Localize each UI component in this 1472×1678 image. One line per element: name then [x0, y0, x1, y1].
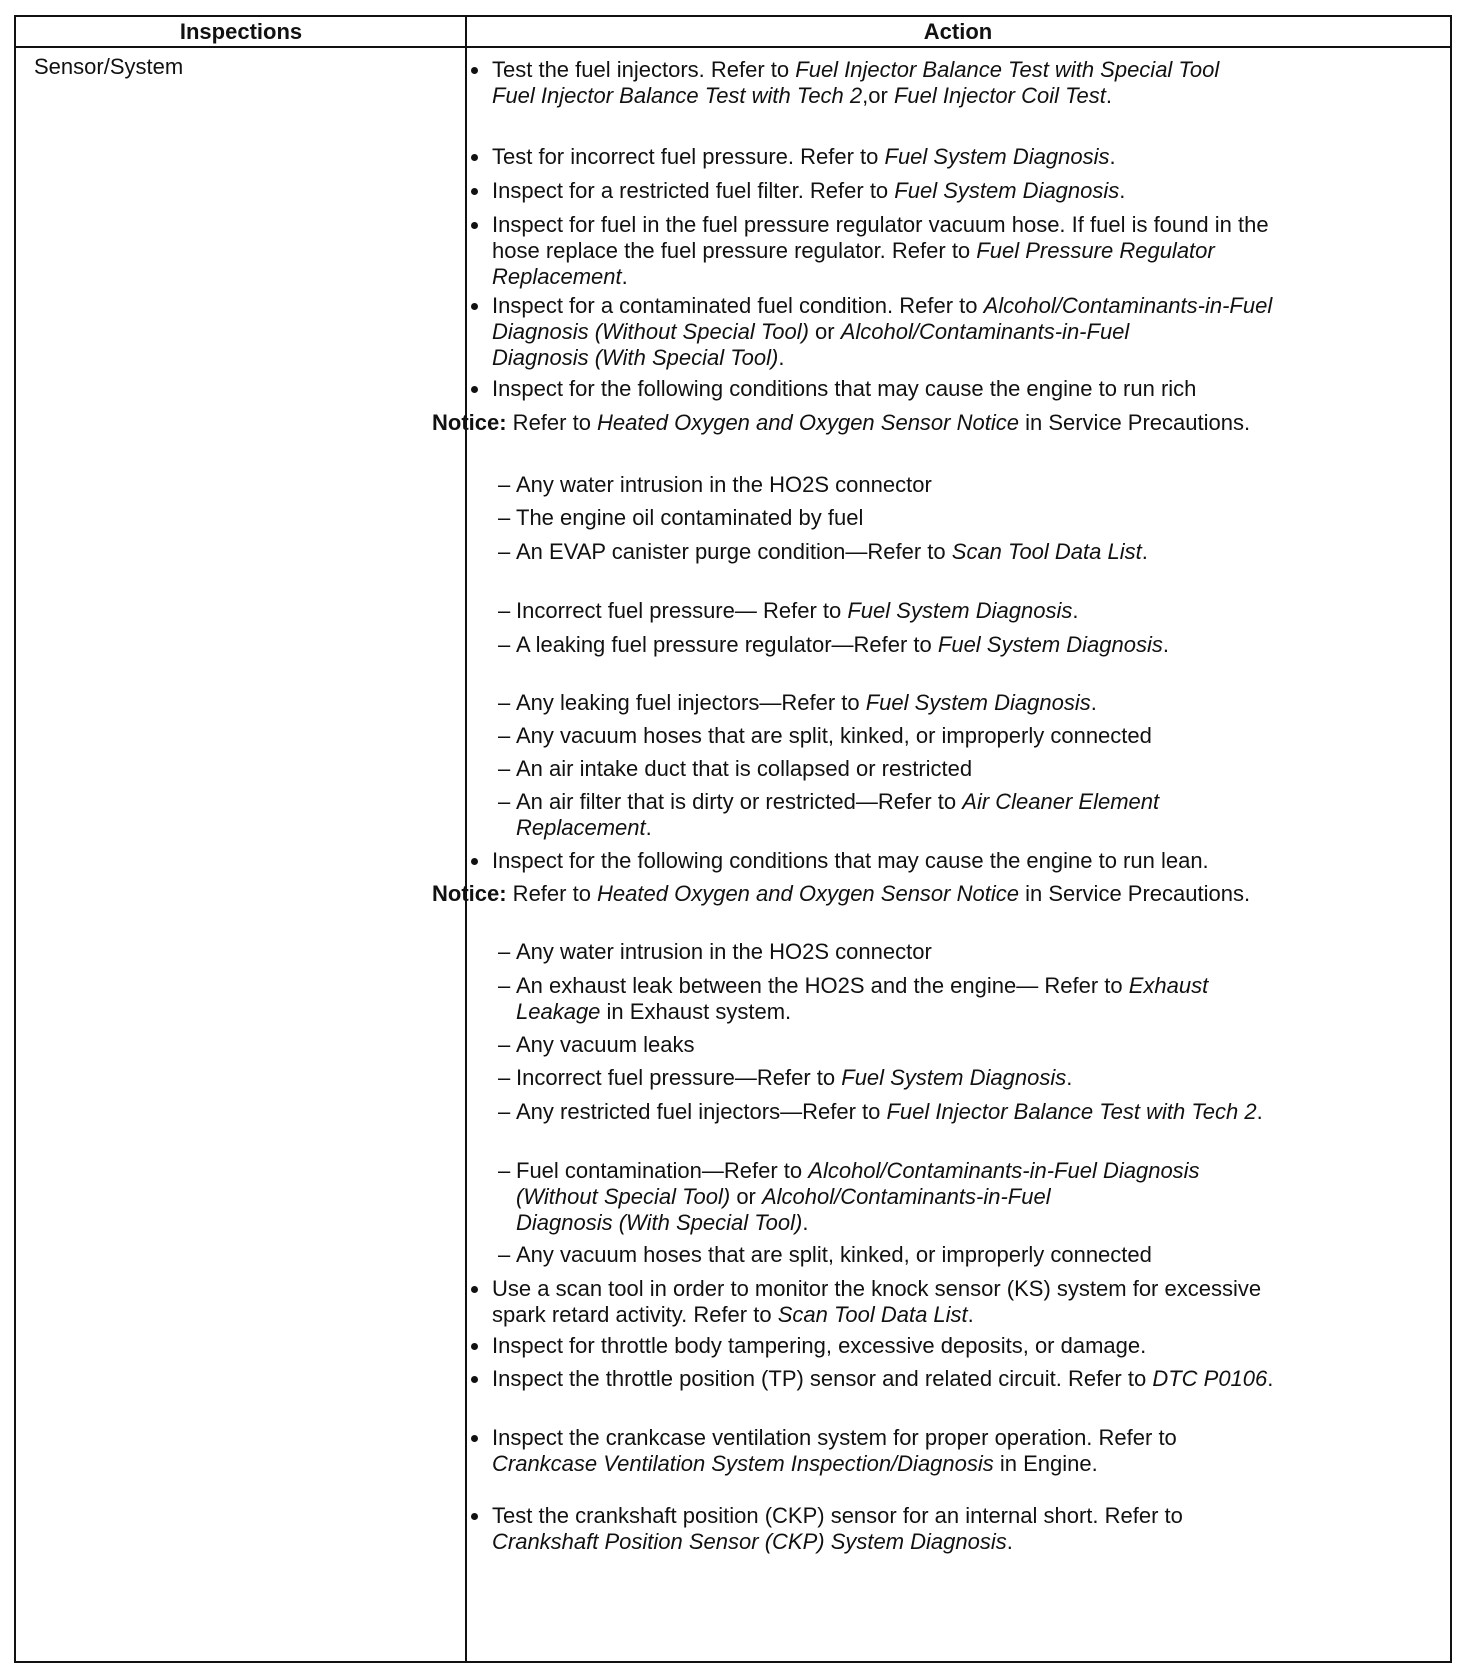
plain-text: Test the fuel injectors. Refer to	[492, 57, 796, 82]
reference-text: Fuel System Diagnosis	[884, 144, 1110, 169]
bullet-icon	[471, 1343, 478, 1350]
sub-item-line	[516, 1032, 695, 1058]
reference-text: Fuel Injector Coil Test	[893, 83, 1106, 108]
sub-item-line	[516, 1099, 1263, 1125]
dash-marker: –	[498, 756, 511, 781]
reference-text: Fuel Pressure Regulator	[976, 238, 1215, 263]
plain-text: Any vacuum hoses that are split, kinked, or improperly connected	[516, 723, 1152, 748]
reference-text: Fuel System Diagnosis	[847, 598, 1073, 623]
dash-marker: –	[498, 598, 511, 623]
sub-item-line	[516, 815, 652, 841]
notice-line	[432, 881, 1250, 907]
dash-marker: –	[498, 1032, 511, 1057]
action-item-line	[492, 345, 784, 371]
reference-text: Heated Oxygen and Oxygen Sensor Notice	[597, 881, 1019, 906]
plain-text: .	[1141, 539, 1148, 564]
reference-text: Alcohol/Contaminants-in-Fuel	[840, 319, 1130, 344]
action-item-line	[492, 1503, 1183, 1529]
dash-marker: –	[498, 539, 511, 564]
plain-text: .	[778, 345, 785, 370]
plain-text: Inspect for the following conditions that may cause the engine to run rich	[492, 376, 1197, 401]
plain-text: .	[1006, 1529, 1013, 1554]
bullet-icon	[471, 1376, 478, 1383]
plain-text: .	[1162, 632, 1169, 657]
reference-text: Fuel Injector Balance Test with Tech 2	[492, 83, 863, 108]
action-item-line	[492, 293, 1272, 319]
sub-item-line	[516, 690, 1097, 716]
bullet-icon	[471, 1513, 478, 1520]
reference-text: Diagnosis (Without Special Tool)	[492, 319, 809, 344]
plain-text: Incorrect fuel pressure—Refer to	[516, 1065, 842, 1090]
plain-text: .	[1119, 178, 1126, 203]
plain-text: in Exhaust system.	[600, 999, 792, 1024]
plain-text: Inspect for a restricted fuel filter. Refer to	[492, 178, 895, 203]
reference-text: Diagnosis (With Special Tool)	[492, 345, 779, 370]
bullet-icon	[471, 386, 478, 393]
dash-marker: –	[498, 1242, 511, 1267]
sub-item-line	[516, 505, 863, 531]
action-item-line	[492, 1276, 1261, 1302]
plain-text: Use a scan tool in order to monitor the knock sensor (KS) system for excessive	[492, 1276, 1262, 1301]
reference-text: (Without Special Tool)	[516, 1184, 731, 1209]
reference-text: Replacement	[492, 264, 622, 289]
dash-marker: –	[498, 472, 511, 497]
plain-text: ,or	[862, 83, 894, 108]
plain-text: An exhaust leak between the HO2S and the engine— Refer to	[516, 973, 1129, 998]
plain-text: .	[967, 1302, 974, 1327]
plain-text: spark retard activity. Refer to	[492, 1302, 778, 1327]
plain-text: An EVAP canister purge condition—Refer to	[516, 539, 952, 564]
reference-text: Fuel System Diagnosis	[865, 690, 1091, 715]
plain-text: Test for incorrect fuel pressure. Refer to	[492, 144, 885, 169]
action-item-line	[492, 319, 1129, 345]
dash-marker: –	[498, 1099, 511, 1124]
reference-text: Fuel Injector Balance Test with Tech 2	[886, 1099, 1257, 1124]
plain-text: .	[621, 264, 628, 289]
plain-text: or	[730, 1184, 762, 1209]
plain-text: Any water intrusion in the HO2S connector	[516, 472, 932, 497]
plain-text: .	[1066, 1065, 1073, 1090]
sub-item-line	[516, 723, 1152, 749]
plain-text: Any water intrusion in the HO2S connector	[516, 939, 932, 964]
action-item-line	[492, 848, 1209, 874]
inspection-cell: Sensor/System	[34, 54, 184, 79]
sub-item-line	[516, 472, 932, 498]
reference-text: Alcohol/Contaminants-in-Fuel	[762, 1184, 1051, 1209]
plain-text: Inspect the throttle position (TP) sensor and related circuit. Refer to	[492, 1366, 1153, 1391]
action-item-line	[492, 212, 1269, 238]
plain-text: hose replace the fuel pressure regulator. Refer to	[492, 238, 977, 263]
plain-text: Any restricted fuel injectors—Refer to	[516, 1099, 887, 1124]
action-header: Action	[466, 17, 1450, 48]
dash-marker: –	[498, 973, 511, 998]
notice-line	[432, 410, 1250, 436]
sub-item-line	[516, 539, 1148, 565]
bullet-icon	[471, 154, 478, 161]
plain-text: The engine oil contaminated by fuel	[516, 505, 864, 530]
plain-text: Fuel contamination—Refer to	[516, 1158, 809, 1183]
plain-text: An air intake duct that is collapsed or restricted	[516, 756, 973, 781]
action-item-line	[492, 1425, 1177, 1451]
sub-item-line	[516, 999, 791, 1025]
sub-item-line	[516, 789, 1159, 815]
reference-text: Notice:	[432, 881, 507, 906]
plain-text: An air filter that is dirty or restricted—Refer to	[516, 789, 963, 814]
sub-item-line	[516, 973, 1208, 999]
bullet-icon	[471, 303, 478, 310]
document-table	[14, 15, 1452, 1663]
plain-text: Any vacuum leaks	[516, 1032, 695, 1057]
bullet-icon	[471, 1286, 478, 1293]
action-item-line	[492, 83, 1112, 109]
plain-text: .	[1109, 144, 1116, 169]
dash-marker: –	[498, 505, 511, 530]
plain-text: .	[645, 815, 652, 840]
plain-text: .	[1072, 598, 1079, 623]
plain-text: Inspect for fuel in the fuel pressure regulator vacuum hose. If fuel is found in the	[492, 212, 1269, 237]
action-item-line	[492, 1451, 1098, 1477]
plain-text: Inspect for a contaminated fuel condition. Refer to	[492, 293, 984, 318]
reference-text: Fuel Injector Balance Test with Special Tool	[795, 57, 1220, 82]
reference-text: Alcohol/Contaminants-in-Fuel	[983, 293, 1273, 318]
bullet-icon	[471, 222, 478, 229]
reference-text: Scan Tool Data List	[777, 1302, 968, 1327]
dash-marker: –	[498, 1158, 511, 1183]
plain-text: .	[1105, 83, 1113, 108]
reference-text: Fuel System Diagnosis	[937, 632, 1163, 657]
reference-text: Leakage	[516, 999, 601, 1024]
plain-text: in Engine.	[993, 1451, 1098, 1476]
plain-text: Refer to	[506, 410, 598, 435]
reference-text: Crankcase Ventilation System Inspection/Diagnosis	[492, 1451, 994, 1476]
sub-item-line	[516, 1184, 1051, 1210]
plain-text: .	[1090, 690, 1097, 715]
plain-text: Any leaking fuel injectors—Refer to	[516, 690, 866, 715]
plain-text: .	[1267, 1366, 1274, 1391]
plain-text: A leaking fuel pressure regulator—Refer to	[516, 632, 938, 657]
sub-item-line	[516, 1158, 1200, 1184]
reference-text: Alcohol/Contaminants-in-Fuel Diagnosis	[808, 1158, 1200, 1183]
plain-text: .	[802, 1210, 809, 1235]
plain-text: Test the crankshaft position (CKP) sensor for an internal short. Refer to	[492, 1503, 1183, 1528]
plain-text: .	[1256, 1099, 1263, 1124]
plain-text: in Service Precautions.	[1018, 881, 1251, 906]
action-item-line	[492, 178, 1125, 204]
action-item-line	[492, 1302, 974, 1328]
action-item-line	[492, 1333, 1146, 1359]
sub-item-line	[516, 632, 1169, 658]
action-item-line	[492, 57, 1219, 83]
bullet-icon	[471, 858, 478, 865]
plain-text: Inspect the crankcase ventilation system for proper operation. Refer to	[492, 1425, 1177, 1450]
sub-item-line	[516, 1242, 1152, 1268]
action-item-line	[492, 264, 628, 290]
dash-marker: –	[498, 789, 511, 814]
reference-text: Scan Tool Data List	[951, 539, 1142, 564]
sub-item-line	[516, 598, 1078, 624]
inspections-header: Inspections	[16, 17, 466, 48]
reference-text: DTC P0106	[1152, 1366, 1268, 1391]
plain-text: Inspect for the following conditions that may cause the engine to run lean.	[492, 848, 1209, 873]
reference-text: Notice:	[432, 410, 507, 435]
dash-marker: –	[498, 939, 511, 964]
reference-text: Fuel System Diagnosis	[894, 178, 1120, 203]
plain-text: Any vacuum hoses that are split, kinked, or improperly connected	[516, 1242, 1152, 1267]
action-item-line	[492, 1366, 1273, 1392]
dash-marker: –	[498, 632, 511, 657]
action-item-line	[492, 376, 1196, 402]
action-item-line	[492, 1529, 1013, 1555]
reference-text: Heated Oxygen and Oxygen Sensor Notice	[597, 410, 1019, 435]
bullet-icon	[471, 67, 478, 74]
dash-marker: –	[498, 723, 511, 748]
sub-item-line	[516, 939, 932, 965]
plain-text: Incorrect fuel pressure— Refer to	[516, 598, 848, 623]
dash-marker: –	[498, 690, 511, 715]
plain-text: Inspect for throttle body tampering, excessive deposits, or damage.	[492, 1333, 1147, 1358]
plain-text: or	[808, 319, 841, 344]
reference-text: Replacement	[516, 815, 646, 840]
sub-item-line	[516, 1065, 1072, 1091]
reference-text: Crankshaft Position Sensor (CKP) System Diagnosis	[492, 1529, 1007, 1554]
plain-text: in Service Precautions.	[1018, 410, 1251, 435]
reference-text: Exhaust	[1128, 973, 1209, 998]
reference-text: Fuel System Diagnosis	[841, 1065, 1067, 1090]
reference-text: Air Cleaner Element	[962, 789, 1160, 814]
bullet-icon	[471, 188, 478, 195]
action-item-line	[492, 144, 1116, 170]
sub-item-line	[516, 1210, 808, 1236]
reference-text: Diagnosis (With Special Tool)	[516, 1210, 803, 1235]
bullet-icon	[471, 1435, 478, 1442]
sub-item-line	[516, 756, 972, 782]
column-divider	[465, 17, 467, 1661]
action-item-line	[492, 238, 1215, 264]
dash-marker: –	[498, 1065, 511, 1090]
plain-text: Refer to	[506, 881, 598, 906]
